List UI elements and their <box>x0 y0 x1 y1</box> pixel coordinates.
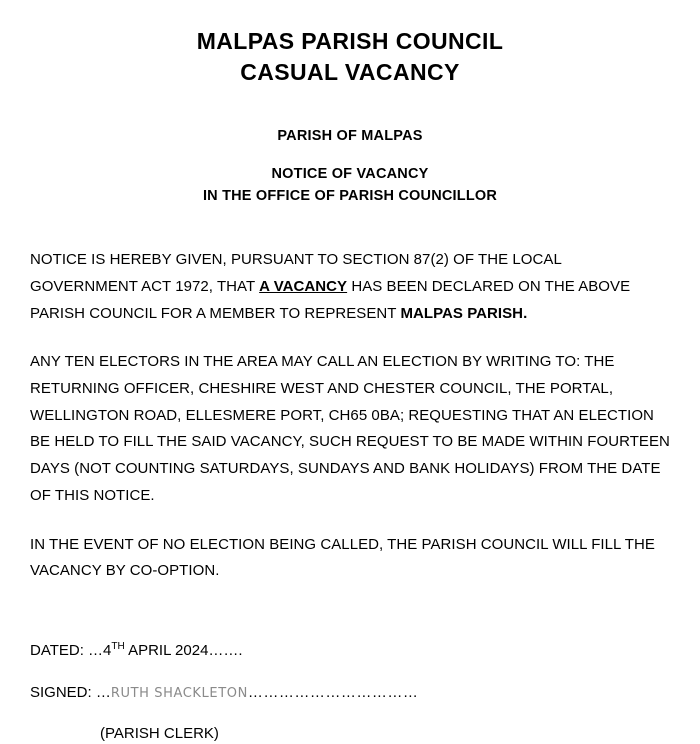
parish-clerk-label: (PARISH CLERK) <box>100 724 219 742</box>
document-subheadings <box>30 126 670 207</box>
paragraph-1-emphasis-vacancy: A VACANCY <box>259 278 348 296</box>
document-footer <box>30 639 670 744</box>
dated-superscript: TH <box>111 640 125 652</box>
paragraph-1-strong-parish: MALPAS PARISH. <box>400 304 528 322</box>
title-line-1: MALPAS PARISH COUNCIL <box>196 28 504 54</box>
subheading-office: IN THE OFFICE OF PARISH COUNCILLOR <box>202 187 498 204</box>
signed-dots: …………………………… <box>247 683 419 701</box>
subheading-parish: PARISH OF MALPAS <box>277 128 423 145</box>
dated-line <box>30 639 670 663</box>
paragraph-electors-election: ANY TEN ELECTORS IN THE AREA MAY CALL AN ELECTION BY WRITING TO: THE RETURNING OFFICER, CHESHIRE WEST AND CHESTER COUNCIL, THE PORTAL, WELLINGTON ROAD, ELLESMERE PORT, CH65 0BA; REQUESTING THAT AN ELECTION BE HELD TO FILL THE SAID VACANCY, SUCH REQUEST TO BE MADE WITHIN FOURTEEN DAYS (NOT COUNTING SATURDAYS, SUNDAYS AND BANK HOLIDAYS) FROM THE DATE OF THIS NOTICE. <box>30 353 670 504</box>
subheading-notice: NOTICE OF VACANCY <box>271 165 429 182</box>
title-line-2: CASUAL VACANCY <box>240 59 460 86</box>
document-title <box>30 26 670 88</box>
paragraph-1-part-1: NOTICE IS HEREBY GIVEN, PURSUANT TO SECTION 87(2) OF THE LOCAL GOVERNMENT ACT 1972, THAT <box>30 251 562 296</box>
paragraph-notice-given <box>30 247 670 327</box>
subheading-spacer <box>30 148 670 164</box>
paragraph-co-option: IN THE EVENT OF NO ELECTION BEING CALLED, THE PARISH COUNCIL WILL FILL THE VACANCY BY CO-OPTION. <box>30 535 655 580</box>
signed-label: SIGNED: … <box>30 683 111 701</box>
dated-value: APRIL 2024……. <box>124 641 243 659</box>
paragraph-1-part-2: HAS BEEN DECLARED ON THE ABOVE PARISH COUNCIL FOR A MEMBER TO REPRESENT <box>30 278 631 322</box>
signature-image: RUTH SHACKLETON <box>110 685 248 701</box>
document-body <box>30 247 670 585</box>
signed-line <box>30 681 670 705</box>
dated-label: DATED: …4 <box>30 641 112 659</box>
